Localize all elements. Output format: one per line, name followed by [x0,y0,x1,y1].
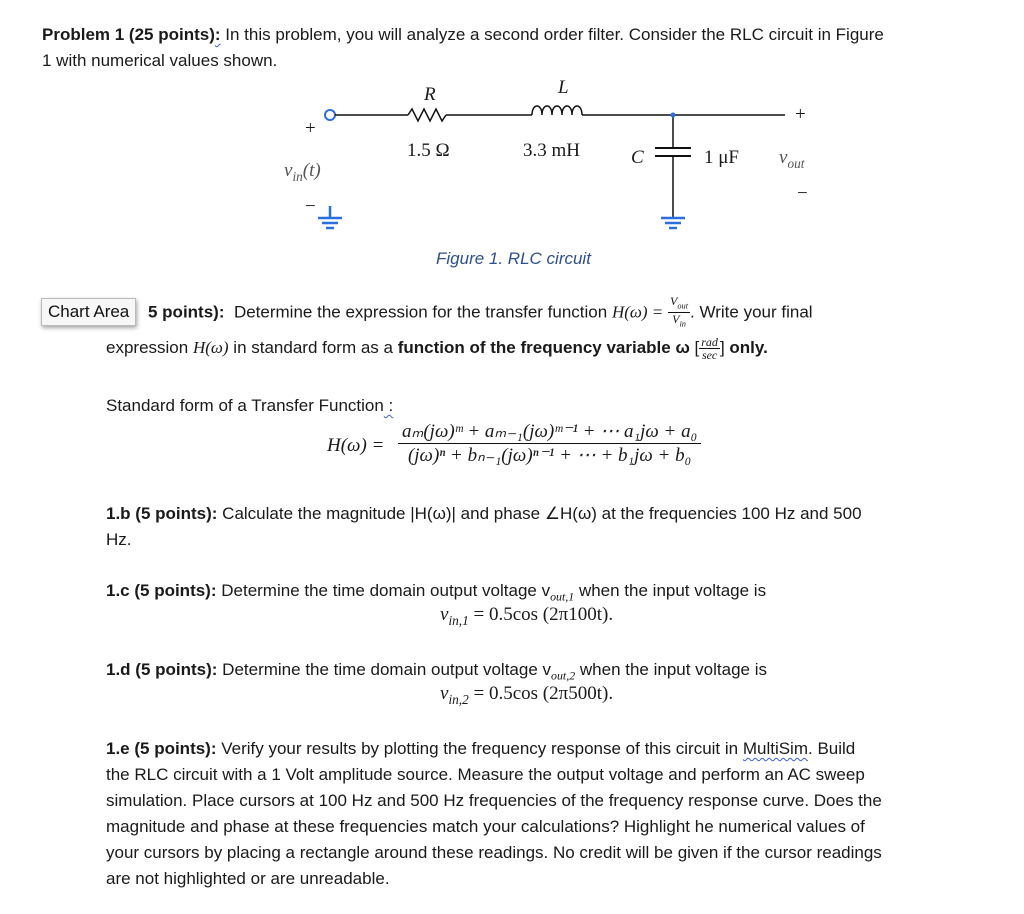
resistor-value: 1.5 Ω [407,140,450,161]
vin-label: $v_{in}(t)$ [284,160,321,184]
transfer-function-lhs: H(ω) = [327,435,385,456]
chart-area-tooltip: Chart Area [41,298,136,326]
problem-intro-line2: 1 with numerical values shown. [42,51,278,70]
output-plus: + [795,104,806,125]
tf-numerator: aₘ(jω)ᵐ + aₘ₋₁(jω)ᵐ⁻¹ + ⋯ a₁jω + a₀ [398,420,701,444]
figure-caption: Figure 1. RLC circuit [436,249,591,268]
resistor-symbol [408,109,446,121]
problem-heading [42,22,1012,48]
inductor-value: 3.3 mH [523,140,580,161]
problem-title: Problem 1 (25 points) [42,25,215,44]
problem-title-colon: : [214,25,221,44]
part-c-equation: $v_{in,1} = 0.5\cos$ (2π100t). [440,604,614,628]
part-b-line2: Hz. [106,530,132,549]
vout-label: $v_{out}$ [779,147,805,171]
output-minus: − [797,183,808,204]
capacitor-symbol [655,148,691,156]
transfer-function-fraction [398,420,701,467]
part-e-paragraph: 1.e (5 points): Verify your results by plotting the frequency response of this circuit in MultiSim. Build the RLC circuit with a 1 Volt amplitude source. Measure the output voltage and perform an AC sweep simulation. Place cursors at 100 Hz and 500 Hz frequencies of the frequency response curve. Does the magnitude and phase at these frequencies match your calculations? Highlight he numerical values of your cursors by placing a rectangle around these readings. No credit will be given if the cursor readings are not highlighted or are unreadable. [106,739,882,888]
inductor-symbol [532,106,582,115]
standard-form-label: Standard form of a Transfer Function : [106,396,394,415]
rlc-circuit-diagram [270,78,830,248]
capacitor-label: C [631,147,644,168]
input-minus: − [305,196,316,217]
part-d-equation: $v_{in,2} = 0.5\cos$ (2π500t). [440,683,614,707]
input-plus: + [305,118,316,139]
inductor-label: L [558,77,569,98]
problem-intro: In this problem, you will analyze a second order filter. Consider the RLC circuit in Figure [220,25,884,44]
part-d-line1: 1.d (5 points): Determine the time domain output voltage $v_{out,2}$ when the input voltage is [106,660,768,683]
part-c-line1: 1.c (5 points): Determine the time domain output voltage $v_{out,1}$ when the input voltage is [106,581,767,604]
resistor-label: R [424,84,436,105]
part-b-line1: 1.b (5 points): Calculate the magnitude |H(ω)| and phase ∠H(ω) at the frequencies 100 Hz and 500 [106,504,862,523]
part-a-line2: expression H(ω) in standard form as a function of the frequency variable ω [ $\frac{\text{rad}}{\sec}$ ] only. [106,335,768,363]
ground-icon [318,206,342,228]
capacitor-value: 1 μF [704,147,740,168]
part-a-line1: 5 points): Determine the expression for the transfer function H(ω) = $\frac{V_{out}}{V_{in}}$ . Write your final [148,294,813,329]
ground-icon [661,218,685,228]
input-terminal-top [325,110,335,120]
tf-denominator: (jω)ⁿ + bₙ₋₁(jω)ⁿ⁻¹ + ⋯ + b₁jω + b₀ [407,445,692,466]
